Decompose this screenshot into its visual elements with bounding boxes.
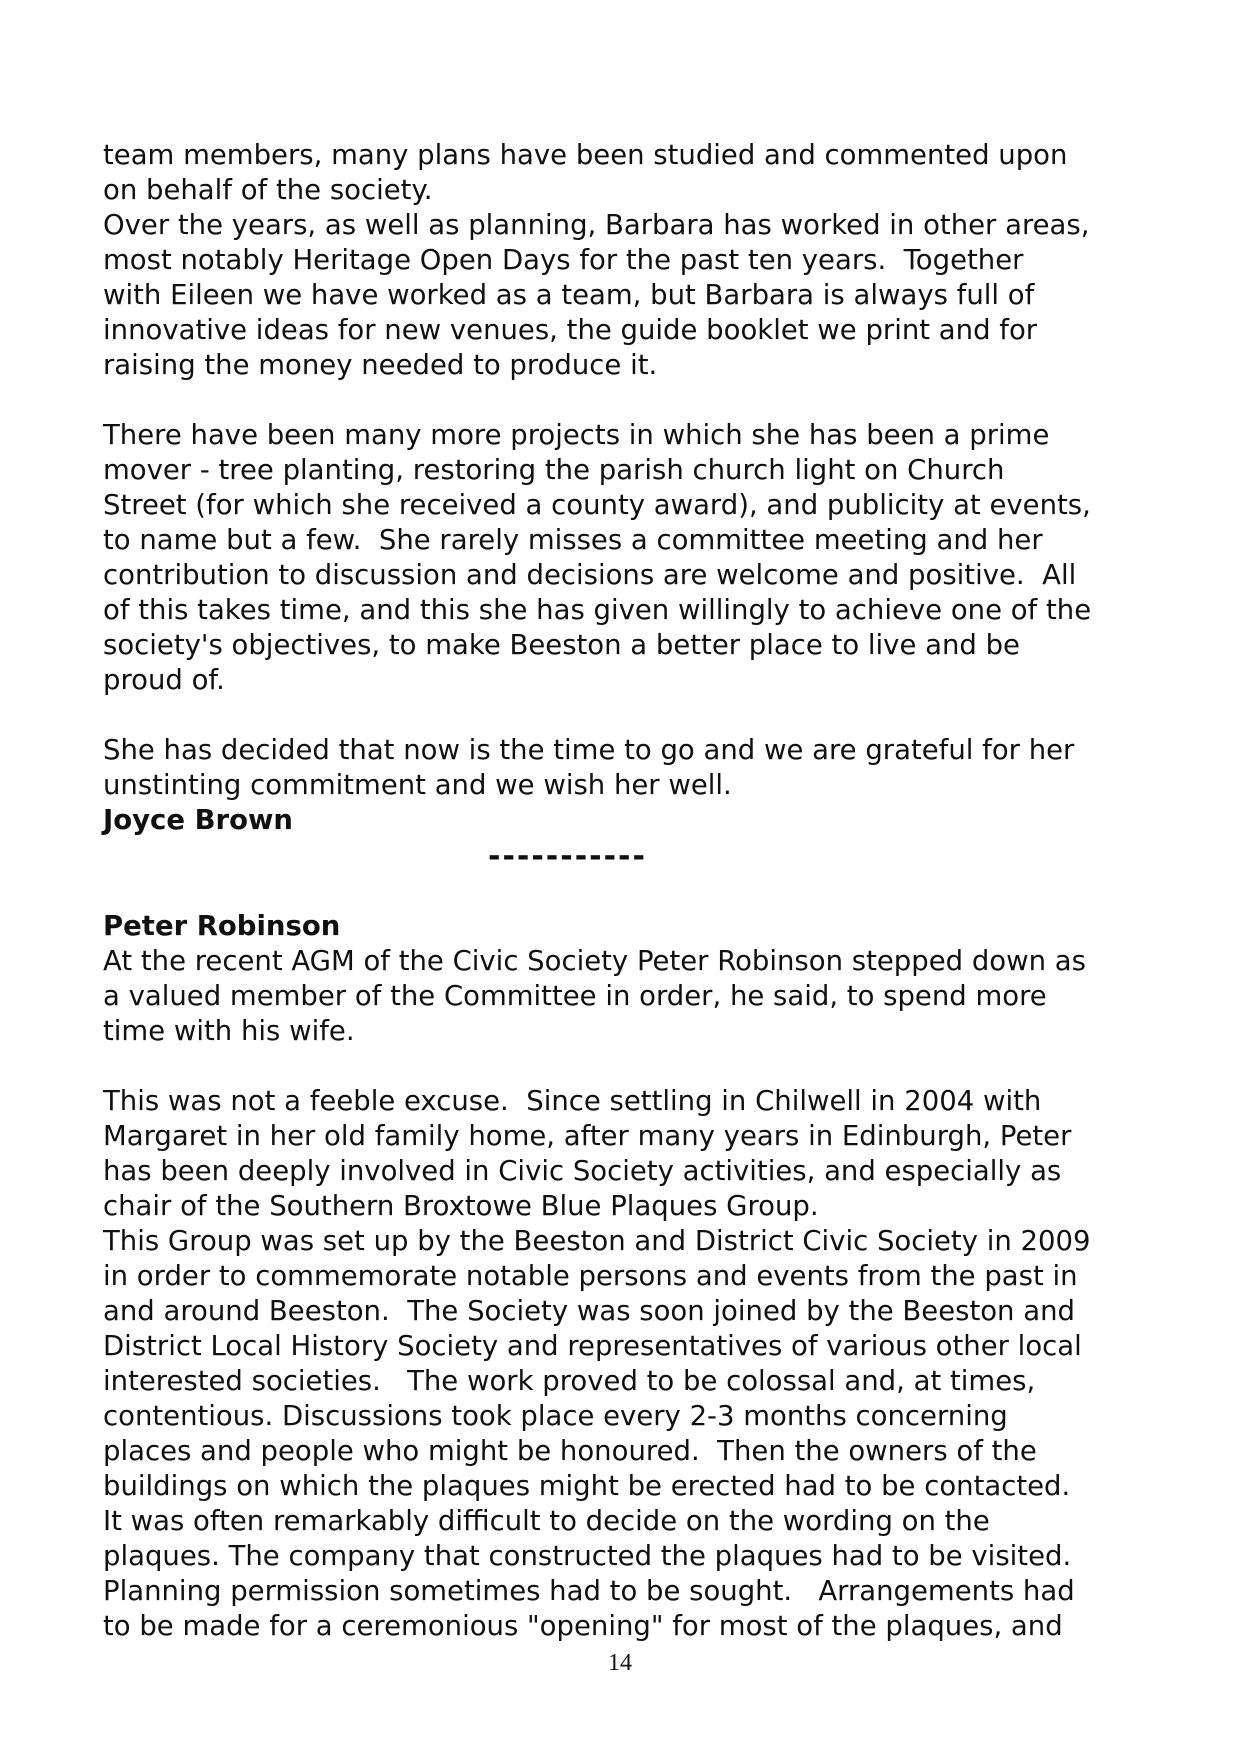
text-line: on behalf of the society. [103, 174, 433, 206]
text-line: in order to commemorate notable persons and events from the past in [103, 1260, 1078, 1292]
text-line: District Local History Society and representatives of various other local [103, 1330, 1082, 1362]
text-line: buildings on which the plaques might be erected had to be contacted. [103, 1470, 1071, 1502]
paragraph-gap [103, 383, 1163, 418]
text-line: plaques. The company that constructed the plaques had to be visited. [103, 1540, 1072, 1572]
paragraph-gap [103, 876, 1163, 909]
text-line: time with his wife. [103, 1015, 355, 1047]
text-line: team members, many plans have been studied and commented upon [103, 139, 1068, 171]
text-line: It was often remarkably difficult to decide on the wording on the [103, 1505, 990, 1537]
text-line: proud of. [103, 664, 225, 696]
text-line: At the recent AGM of the Civic Society Peter Robinson stepped down as [103, 945, 1086, 977]
paragraph-barbara-projects [103, 418, 1163, 698]
text-line: to be made for a ceremonious "opening" for most of the plaques, and [103, 1610, 1063, 1642]
section-heading: Peter Robinson [103, 910, 341, 942]
text-line: She has decided that now is the time to go and we are grateful for her [103, 734, 1075, 766]
text-line: There have been many more projects in which she has been a prime [103, 419, 1050, 451]
section-separator: ----------- [488, 839, 647, 874]
text-line: This Group was set up by the Beeston and District Civic Society in 2009 [103, 1225, 1091, 1257]
text-line: Over the years, as well as planning, Barbara has worked in other areas, [103, 209, 1090, 241]
text-line: raising the money needed to produce it. [103, 349, 658, 381]
text-line: to name but a few. She rarely misses a committee meeting and her [103, 524, 1043, 556]
text-line: has been deeply involved in Civic Society activities, and especially as [103, 1155, 1062, 1187]
page-number: 14 [608, 1650, 632, 1676]
text-line: and around Beeston. The Society was soon joined by the Beeston and [103, 1295, 1075, 1327]
text-line: contribution to discussion and decisions are welcome and positive. All [103, 559, 1077, 591]
text-line: innovative ideas for new venues, the guide booklet we print and for [103, 314, 1038, 346]
text-line: chair of the Southern Broxtowe Blue Plaques Group. [103, 1190, 819, 1222]
author-signature: Joyce Brown [103, 804, 293, 836]
paragraph-peter-plaques [103, 1084, 1163, 1644]
paragraph-gap [103, 698, 1163, 733]
text-line: unstinting commitment and we wish her well. [103, 769, 732, 801]
paragraph-peter-agm [103, 944, 1163, 1049]
text-line: places and people who might be honoured. Then the owners of the [103, 1435, 1037, 1467]
text-line: society's objectives, to make Beeston a better place to live and be [103, 629, 1020, 661]
text-line: contentious. Discussions took place every 2-3 months concerning [103, 1400, 1008, 1432]
text-line: interested societies. The work proved to be colossal and, at times, [103, 1365, 1036, 1397]
text-line: with Eileen we have worked as a team, but Barbara is always full of [103, 279, 1035, 311]
text-line: mover - tree planting, restoring the parish church light on Church [103, 454, 1005, 486]
paragraph-gap [103, 1049, 1163, 1084]
paragraph-barbara-planning [103, 138, 1163, 383]
text-line: most notably Heritage Open Days for the past ten years. Together [103, 244, 1024, 276]
text-line: Margaret in her old family home, after many years in Edinburgh, Peter [103, 1120, 1072, 1152]
text-line: Planning permission sometimes had to be sought. Arrangements had [103, 1575, 1075, 1607]
text-line: of this takes time, and this she has given willingly to achieve one of the [103, 594, 1092, 626]
text-line: Street (for which she received a county award), and publicity at events, [103, 489, 1091, 521]
text-line: This was not a feeble excuse. Since settling in Chilwell in 2004 with [103, 1085, 1042, 1117]
paragraph-barbara-farewell [103, 733, 1163, 803]
text-line: a valued member of the Committee in order, he said, to spend more [103, 980, 1047, 1012]
page-body [103, 138, 1163, 1644]
